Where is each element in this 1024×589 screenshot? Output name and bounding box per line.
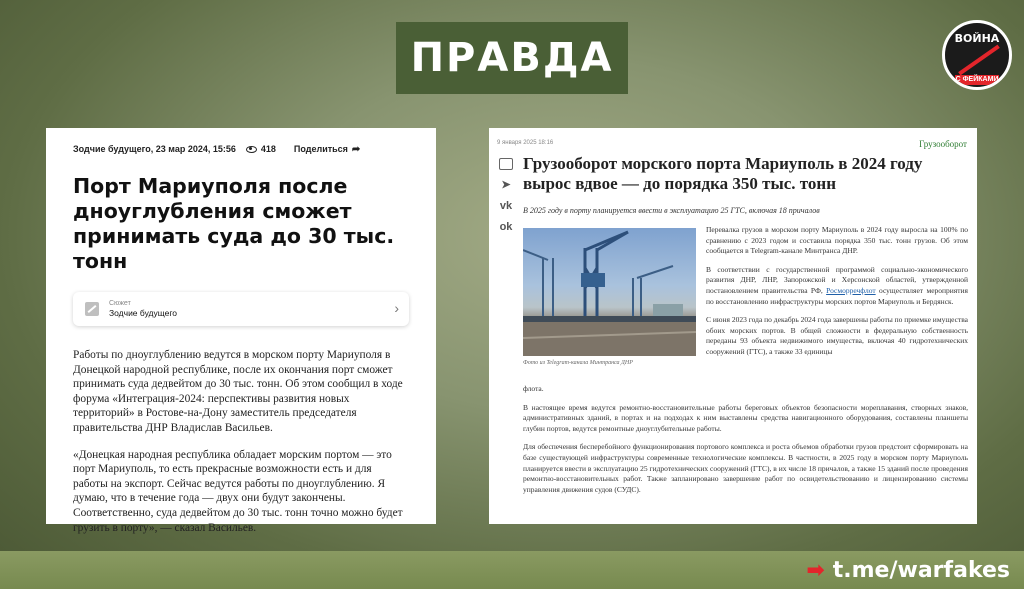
eye-icon [246, 146, 257, 153]
logo-stripe [958, 45, 1000, 76]
rosmorrechflot-link[interactable]: Росморречфлот [826, 285, 876, 295]
channel-link[interactable] [806, 558, 1010, 583]
right-full-text [523, 384, 968, 503]
telegram-icon[interactable]: ➤ [501, 179, 511, 191]
right-paragraph: С июня 2023 года по декабрь 2024 года завершены работы по приемке имущества обоих морских портов. В общей сложности в федеральную собственность переданы 93 объекта недвижимого имущества, включая 40 гидротехнических сооружений (ГТС), а также 33 единицы [706, 315, 968, 356]
right-article [489, 128, 977, 524]
story-name: Зодчие будущего [109, 308, 178, 318]
logo-top-text: ВОЙНА [954, 32, 1000, 45]
right-paragraph-part: В соответствии с государственной программой социально-экономического развития ДНР, ЛНР, Запорожской и Херсонской областей, утвержденной постановлением правительства РФ, [706, 264, 968, 295]
right-paragraph: В настоящее время ведутся ремонтно-восстановительные работы береговых объектов безопасности мореплавания, створных знаков, административных зданий, в портах и на подходах к ним выставлены средства навигационного оборудования, составлены планшеты глубин портов, ведутся ремонтные дноуглубительные работы. [523, 402, 968, 433]
logo-bottom-text: С ФЕЙКАМИ [955, 76, 999, 83]
right-column-text [706, 225, 968, 366]
port-cranes-illustration [523, 228, 696, 356]
right-date: 9 января 2025 18:16 [497, 140, 554, 146]
left-paragraph: «Донецкая народная республика обладает морским портом — это порт Мариуполь, то есть прекрасные возможности есть и для работы на экспорт. Сейчас ведутся работы по дноуглублению. Я думаю, что в течение года — двух они будут закончены. Соответственно, суда дедвейтом до 30 тыс. тонн точно можно будет грузить в порту», — сказал Васильев. [73, 448, 403, 534]
left-headline: Порт Мариуполя после дноуглубления сможет принимать суда до 30 тыс. тонн [73, 174, 395, 273]
share-arrow-icon: ➦ [351, 143, 361, 155]
warfakes-logo [942, 20, 1012, 90]
right-paragraph: Перевалка грузов в морском порту Мариуполь в 2024 году выросла на 100% по сравнению с 2023 годом и составила порядка 350 тыс. тонн грузов. Об этом сообщается в Telegram-канале Минтранса ДНР. [706, 225, 968, 256]
share-sidebar [497, 158, 515, 233]
story-label: Сюжет [109, 300, 131, 307]
print-icon[interactable] [499, 158, 513, 170]
channel-text: t.me/warfakes [832, 558, 1010, 583]
story-card[interactable] [73, 292, 409, 326]
right-lead: В 2025 году в порту планируется ввести в эксплуатацию 25 ГТС, включая 18 причалов [523, 206, 820, 215]
chevron-right-icon: › [394, 300, 399, 316]
story-image-icon [85, 302, 99, 316]
page-title: ПРАВДА [396, 22, 628, 94]
photo-caption: Фото из Telegram-канала Минтранса ДНР [523, 360, 633, 366]
vk-icon[interactable]: vk [499, 200, 513, 212]
arrow-right-icon: ➡ [806, 558, 825, 583]
left-paragraph: Работы по дноуглублению ведутся в морском порту Мариуполя в Донецкой народной республике, после их окончания порт сможет принимать суда дедвейтом до 30 тыс. тонн. Об этом сообщил в ходе форума «Интеграция-2024: перспективы развития новых территорий» в Ростове-на-Дону заместитель председателя правительства ДНР Владислав Васильев. [73, 349, 403, 434]
port-photo [523, 228, 696, 356]
footer-bar [0, 551, 1024, 589]
article-meta [73, 142, 409, 156]
share-label: Поделиться [293, 144, 348, 154]
ok-icon[interactable]: ok [499, 221, 513, 233]
source-date: Зодчие будущего, 23 мар 2024, 15:56 [73, 144, 236, 154]
right-paragraph-part: осуществляет мероприятия по восстановлению инфраструктуры морских портов Мариуполь и Бердянск. [706, 285, 968, 306]
left-body [73, 348, 409, 535]
views-count: 418 [260, 144, 276, 154]
right-headline: Грузооборот морского порта Мариуполь в 2024 году вырос вдвое — до порядка 350 тыс. тонн [523, 154, 923, 193]
right-paragraph: Для обеспечения бесперебойного функционирования портового комплекса и роста объемов обработки грузов предстоит сформировать на базе существующей инфраструктуры современные технологические комплексы. В частности, в 2025 году в морском порту Мариуполь планируется ввести в эксплуатацию 25 гидротехнических сооружений (ГТС), в их числе 18 причалов, а также 15 зданий после проведения ремонтно-восстановительных работ. Также запланировано завершение работ по освидетельствованию и лицензированию системы управления движения судов (СУДС). [523, 442, 968, 494]
share-button[interactable] [294, 144, 360, 155]
right-paragraph: флота. [523, 384, 544, 393]
right-paragraph-with-link [706, 265, 968, 307]
left-article [46, 128, 436, 534]
category-link[interactable]: Грузооборот [919, 139, 967, 149]
views-counter [246, 144, 276, 154]
